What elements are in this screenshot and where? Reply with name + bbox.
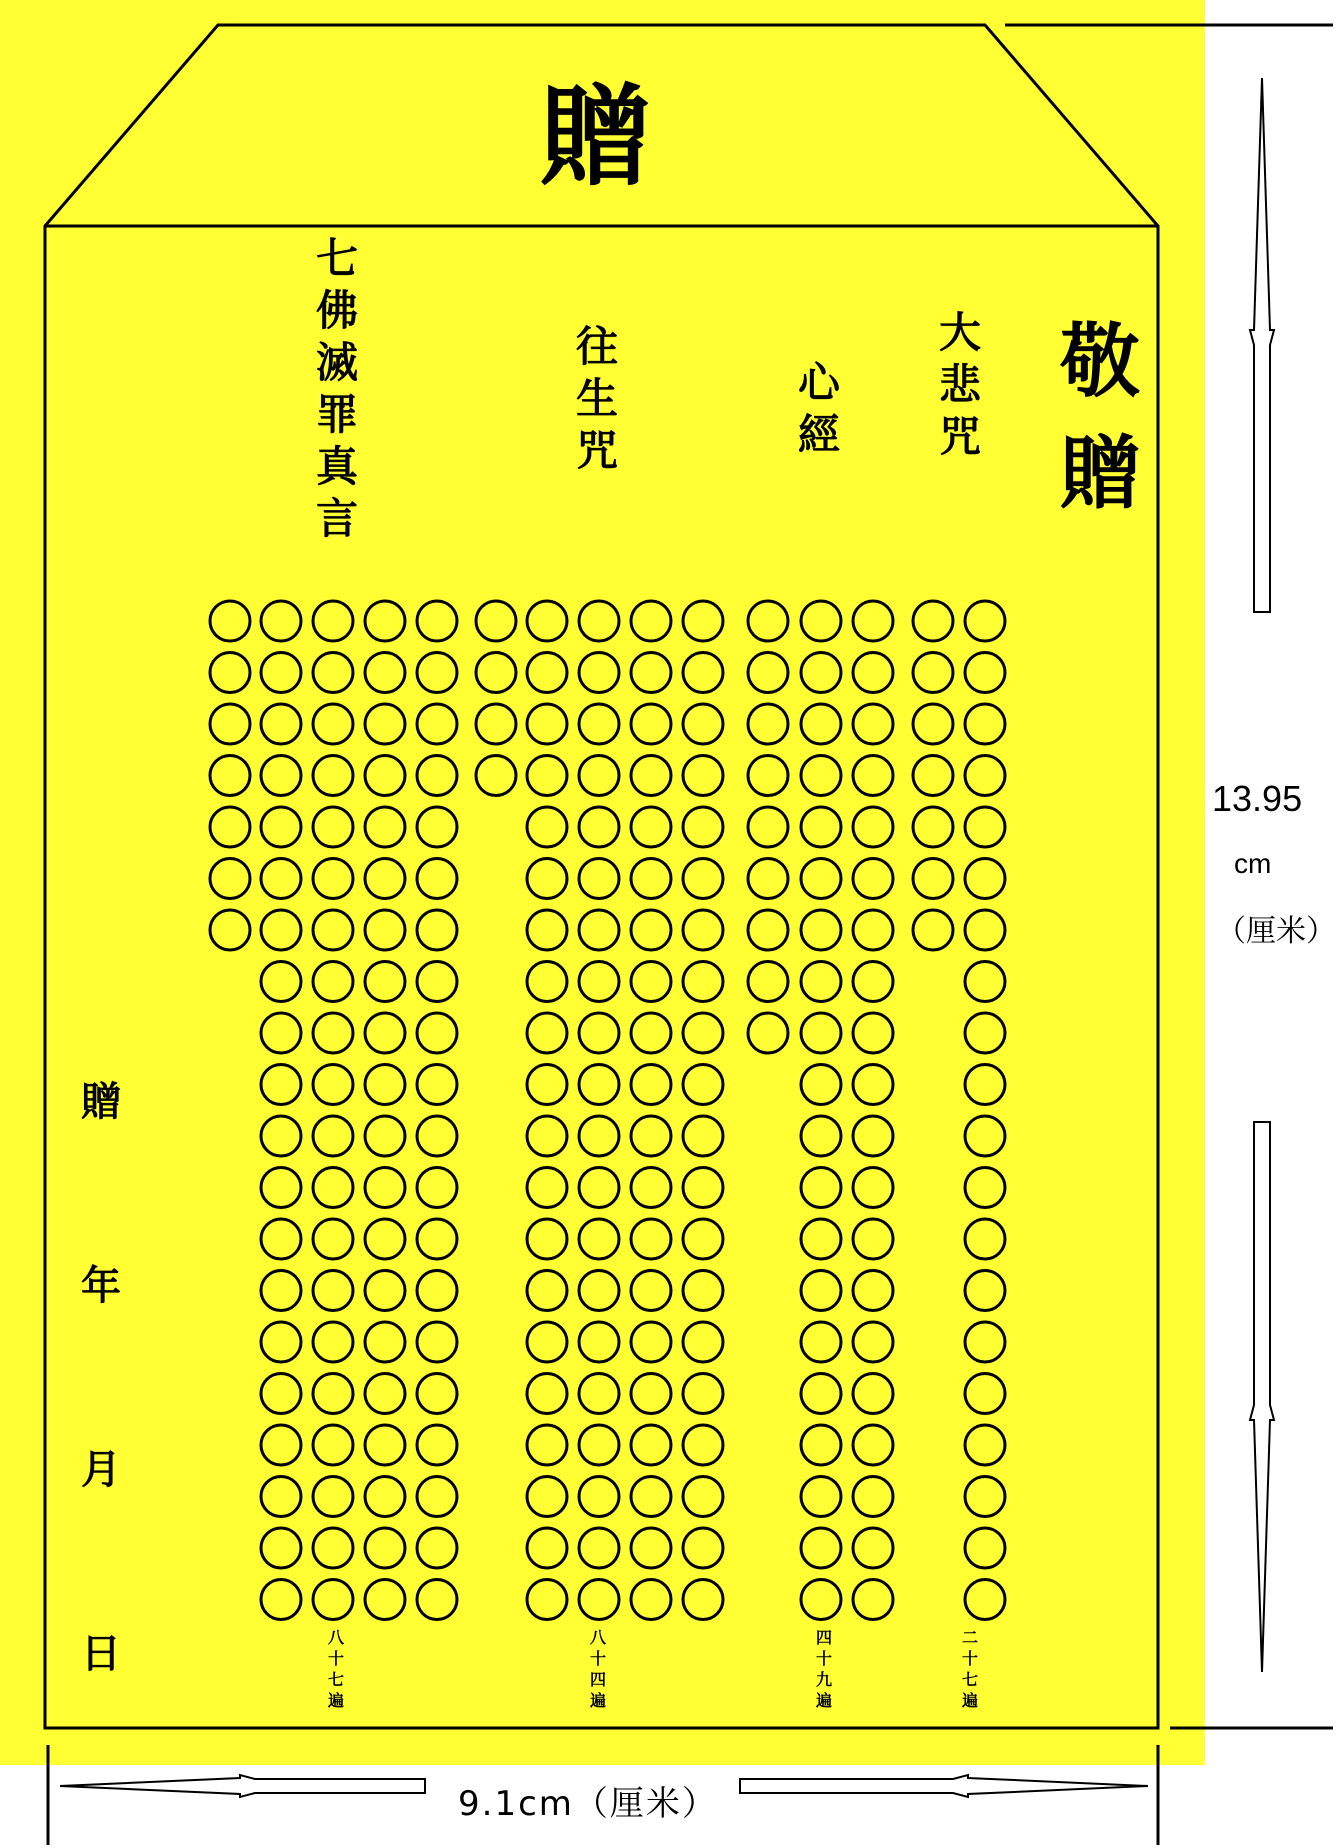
char: 滅 — [315, 338, 358, 387]
char: 佛 — [315, 286, 358, 335]
char: 二 — [961, 1628, 978, 1647]
char: 七 — [315, 234, 358, 283]
char: 悲 — [938, 360, 981, 409]
char: 大 — [938, 308, 981, 357]
char: 四 — [589, 1670, 606, 1689]
mantra-label-xinjing — [789, 358, 849, 466]
char: 十 — [961, 1649, 978, 1668]
date-char: 贈 — [81, 1079, 121, 1125]
mantra-count-qifo — [321, 1630, 351, 1714]
char: 真 — [315, 442, 358, 491]
date-char: 月 — [81, 1447, 121, 1493]
char: 遍 — [815, 1691, 832, 1710]
char: 七 — [327, 1670, 344, 1689]
char: 九 — [815, 1670, 832, 1689]
mantra-count-dabei — [955, 1630, 985, 1714]
char: 遍 — [961, 1691, 978, 1710]
height-note: （厘米） — [1216, 914, 1336, 949]
char: 七 — [961, 1670, 978, 1689]
mantra-count-wangsheng — [583, 1630, 613, 1714]
char: 遍 — [589, 1691, 606, 1710]
char: 罪 — [315, 390, 358, 439]
date-column — [71, 1079, 131, 1818]
date-char: 年 — [81, 1263, 121, 1309]
char: 贈 — [1060, 427, 1140, 520]
char: 十 — [589, 1649, 606, 1668]
char: 經 — [797, 410, 840, 459]
height-value: 13.95 — [1212, 778, 1303, 819]
char: 言 — [315, 494, 358, 543]
char: 八 — [589, 1628, 606, 1647]
date-char: 日 — [81, 1631, 121, 1677]
mantra-label-qifo — [307, 234, 367, 550]
char: 敬 — [1060, 315, 1140, 408]
char: 生 — [575, 374, 618, 423]
respect-label — [1055, 315, 1145, 546]
mantra-label-wangsheng — [567, 322, 627, 482]
mantra-count-xinjing — [809, 1630, 839, 1714]
width-label: 9.1cm（厘米） — [458, 1784, 718, 1824]
char: 咒 — [938, 412, 981, 461]
title-zeng: 贈 — [540, 72, 650, 201]
char: 十 — [815, 1649, 832, 1668]
char: 四 — [815, 1628, 832, 1647]
width-arrow-right — [740, 1775, 1148, 1797]
char: 往 — [575, 322, 618, 371]
height-arrow-down — [1250, 1122, 1274, 1672]
char: 遍 — [327, 1691, 344, 1710]
char: 八 — [327, 1628, 344, 1647]
height-unit: cm — [1234, 848, 1272, 879]
char: 十 — [327, 1649, 344, 1668]
char: 咒 — [575, 426, 618, 475]
mantra-label-dabei — [930, 308, 990, 468]
char: 心 — [797, 358, 840, 407]
height-arrow-up — [1250, 78, 1274, 612]
